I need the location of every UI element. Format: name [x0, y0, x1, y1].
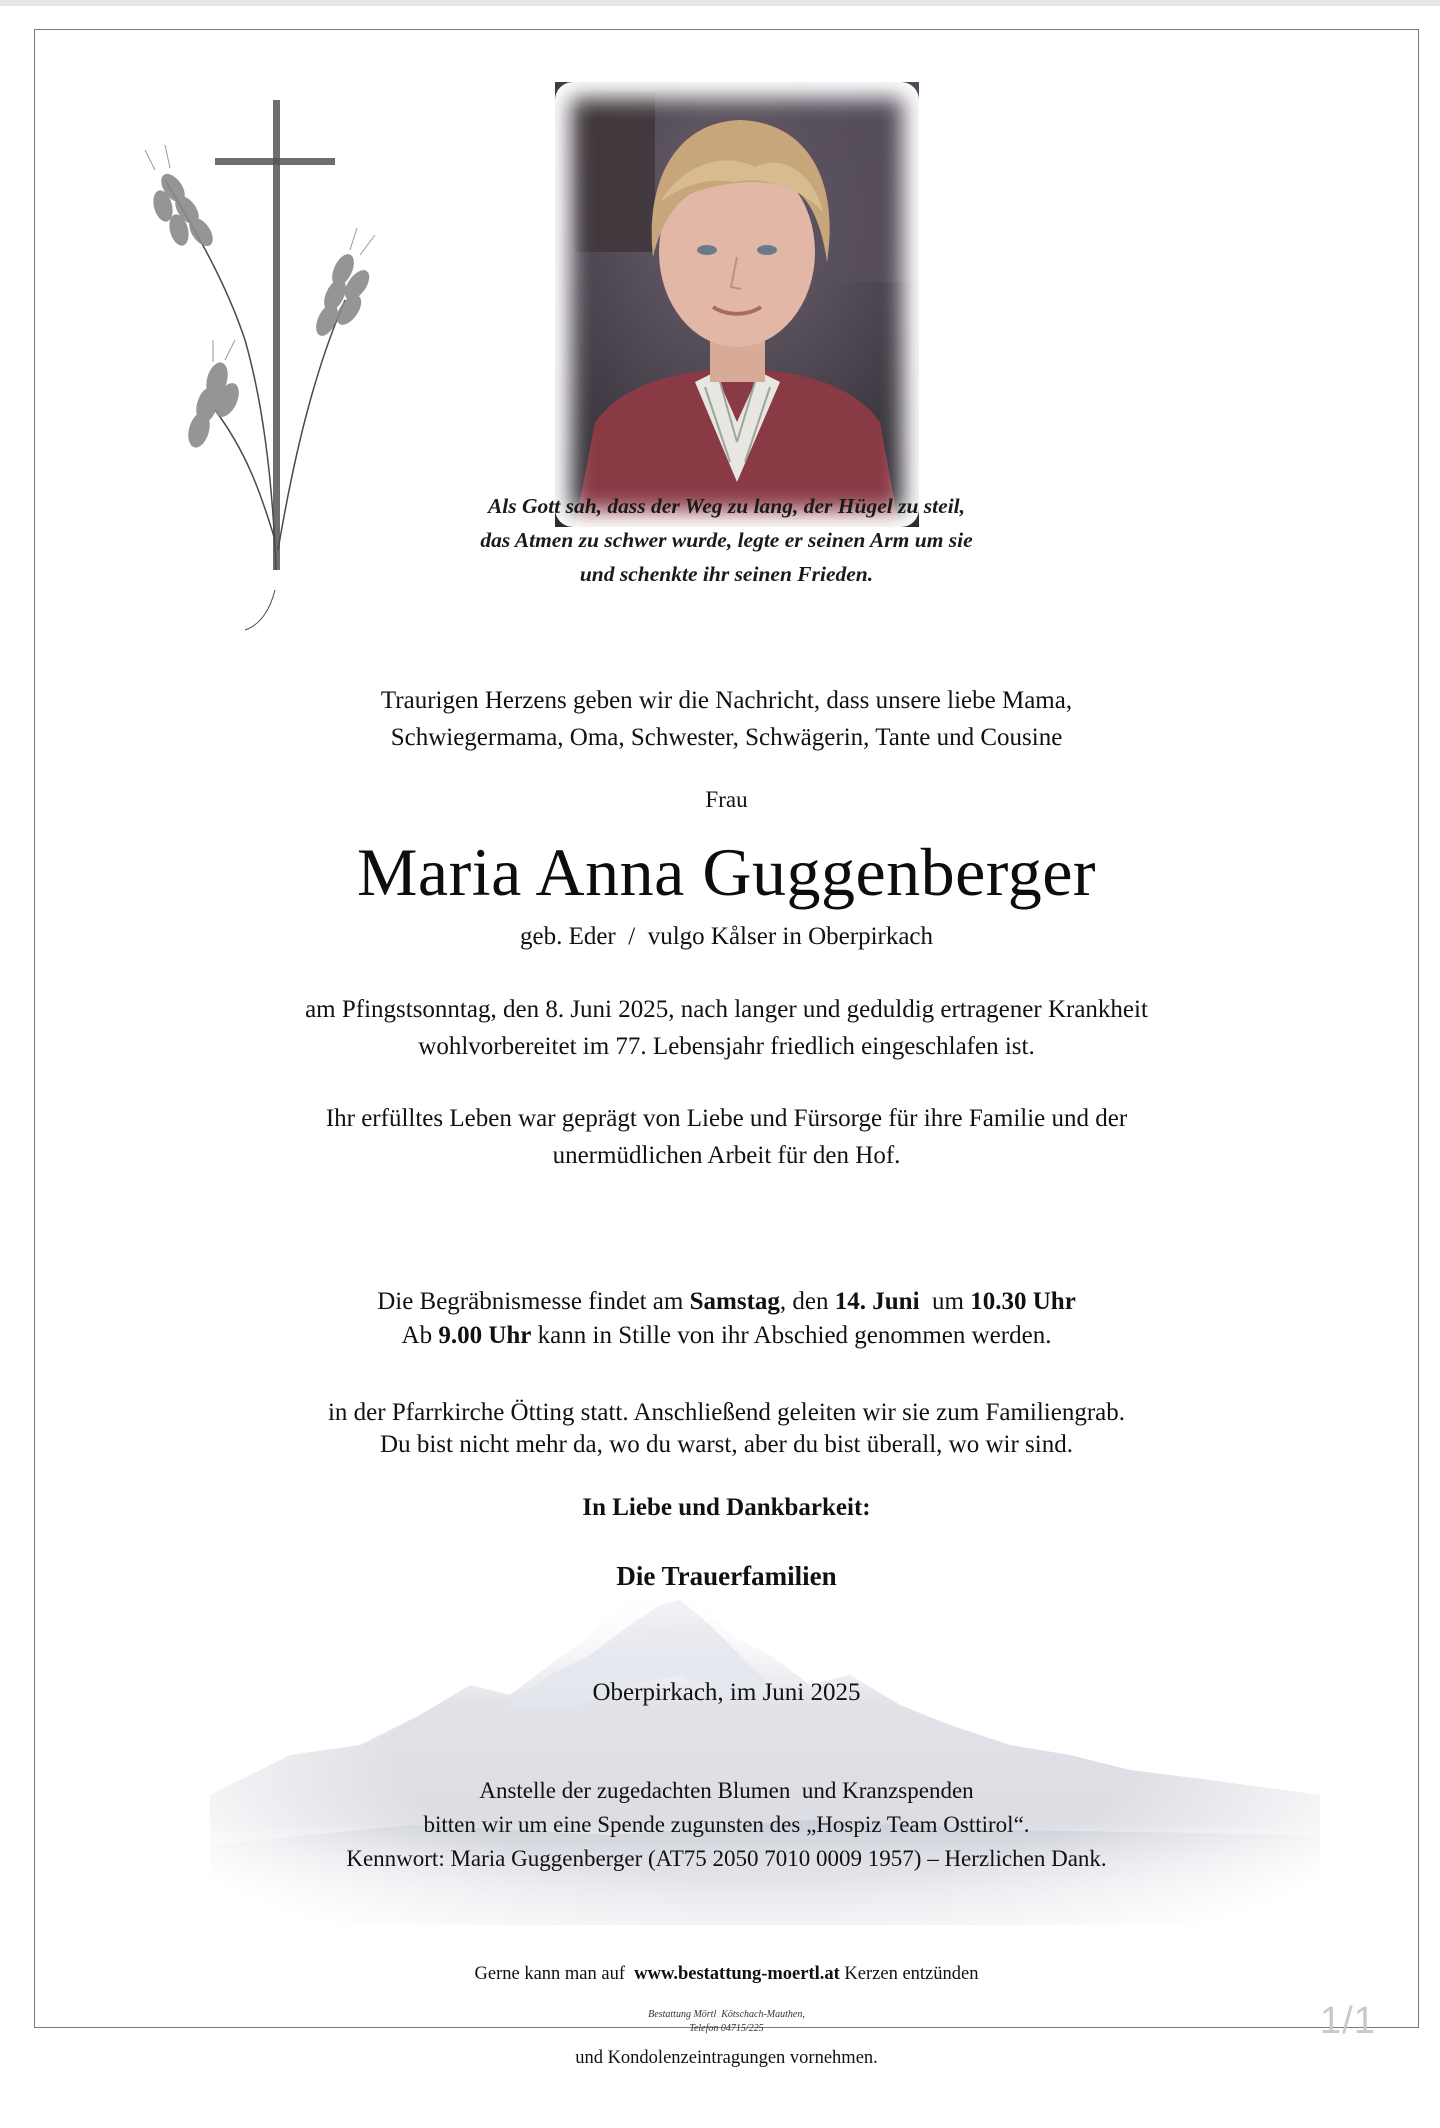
website-link[interactable]: www.bestattung-moertl.at [634, 1964, 840, 1984]
online-line-2: und Kondolenzeintragungen vornehmen. [575, 2048, 878, 2068]
death-info-line: wohlvorbereitet im 77. Lebensjahr friedlich eingeschlafen ist. [418, 1033, 1035, 1060]
top-bar [0, 0, 1440, 6]
funeral-pre-time: um [919, 1288, 971, 1315]
farewell-info [35, 1317, 1418, 1354]
donation-line: bitten wir um eine Spende zugunsten des „Hospiz Team Osttirol“. [423, 1812, 1030, 1837]
death-info [35, 991, 1418, 1065]
portrait-photo [555, 82, 919, 527]
opening-quote [35, 489, 1418, 591]
online-pre: Gerne kann man auf [474, 1964, 635, 1984]
life-line: unermüdlichen Arbeit für den Hof. [552, 1142, 901, 1169]
quote-line: das Atmen zu schwer wurde, legte er seinen Arm um sie [480, 528, 973, 552]
funeral-line-2: in der Pfarrkirche Ötting statt. Anschließend geleiten wir sie zum Familiengrab. [327, 1399, 1125, 1426]
announcement-line: Traurigen Herzens geben wir die Nachricht, dass unsere liebe Mama, [380, 687, 1073, 714]
closing-phrase: In Liebe und Dankbarkeit: [582, 1494, 871, 1521]
donation-request [35, 1774, 1418, 1876]
footer-line: Bestattung Mörtl Kötschach-Mauthen, [648, 2009, 805, 2020]
farewell-time: 9.00 Uhr [438, 1322, 532, 1349]
farewell-pre: Ab [401, 1322, 439, 1349]
signature: Die Trauerfamilien [616, 1561, 837, 1591]
life-line: Ihr erfülltes Leben war geprägt von Liebe und Fürsorge für ihre Familie und der [325, 1105, 1128, 1132]
obituary-page [34, 29, 1419, 2068]
funeral-day: Samstag [689, 1288, 780, 1315]
quote-line: und schenkte ihr seinen Frieden. [579, 562, 874, 586]
birth-name: geb. Eder / vulgo Kålser in Oberpirkach [519, 923, 934, 950]
closing-verse: Du bist nicht mehr da, wo du warst, aber du bist überall, wo wir sind. [380, 1431, 1073, 1458]
funeral-mid: , den [779, 1288, 835, 1315]
salutation: Frau [705, 787, 748, 812]
funeral-pre-day: Die Begräbnismesse findet am [377, 1288, 690, 1315]
footer-line: Telefon 04715/225 [689, 2023, 764, 2034]
life-description [35, 1100, 1418, 1174]
announcement-line: Schwiegermama, Oma, Schwester, Schwägerin, Tante und Cousine [390, 724, 1063, 751]
funeral-line-1 [35, 1283, 1418, 1320]
donation-line: Kennwort: Maria Guggenberger (AT75 2050 7010 0009 1957) – Herzlichen Dank. [346, 1846, 1107, 1871]
funeral-home-footer [35, 2008, 1418, 2036]
funeral-date: 14. Juni [834, 1288, 920, 1315]
online-line-1 [35, 1960, 1418, 1988]
death-info-line: am Pfingstsonntag, den 8. Juni 2025, nach langer und geduldig ertragener Krankheit [305, 996, 1148, 1023]
donation-line: Anstelle der zugedachten Blumen und Kranzspenden [479, 1778, 974, 1803]
place-date: Oberpirkach, im Juni 2025 [592, 1679, 861, 1706]
announcement [35, 682, 1418, 756]
farewell-post: kann in Stille von ihr Abschied genommen werden. [531, 1322, 1052, 1349]
funeral-time: 10.30 Uhr [970, 1288, 1076, 1315]
quote-line: Als Gott sah, dass der Weg zu lang, der Hügel zu steil, [487, 494, 966, 518]
page-indicator: 1/1 [1320, 2000, 1376, 2042]
deceased-name: Maria Anna Guggenberger [356, 834, 1097, 910]
online-post: Kerzen entzünden [839, 1964, 979, 1984]
